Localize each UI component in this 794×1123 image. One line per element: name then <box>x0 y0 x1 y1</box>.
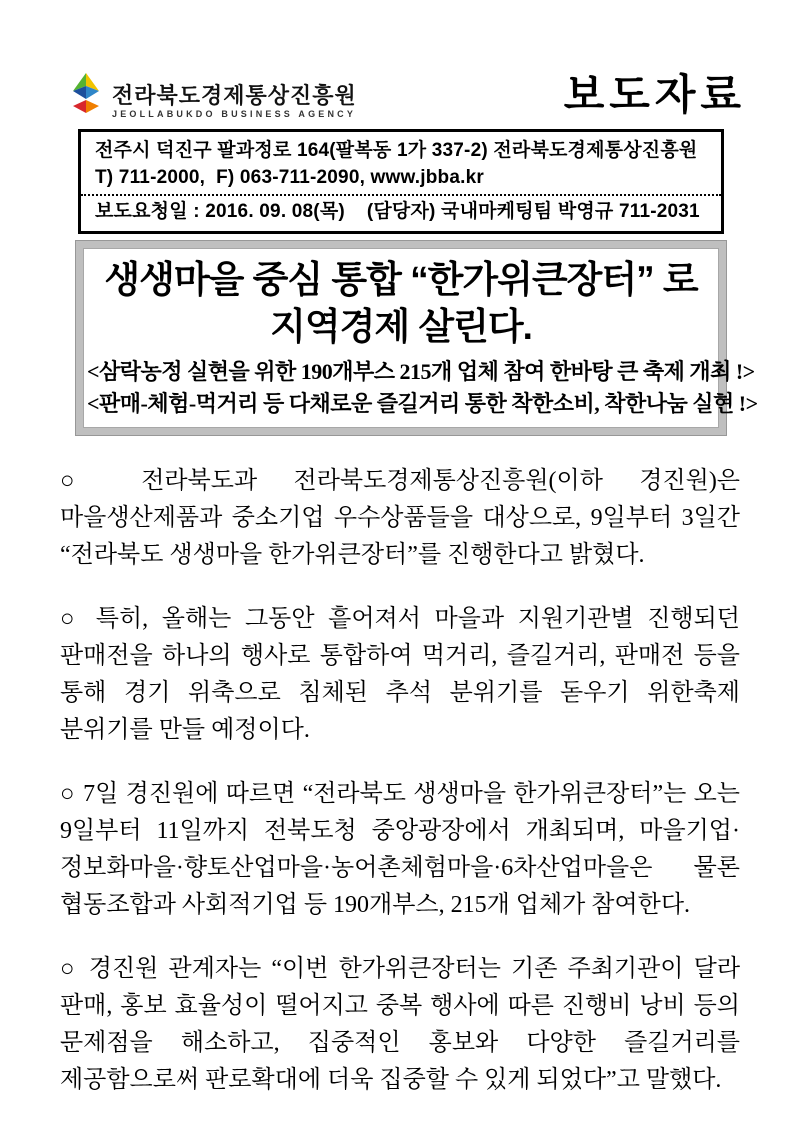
body-paragraph-1: ○ 전라북도과 전라북도경제통상진흥원(이하 경진원)은 마을생산제품과 중소기업 우수상품들을 대상으로, 9일부터 3일간 “전라북도 생생마을 한가위큰장터”를 진행한다고 밝혔다. <box>60 468 740 568</box>
agency-logo-text <box>112 72 357 121</box>
headline-box <box>76 241 758 435</box>
body-paragraph-3: ○ 7일 경진원에 따르면 “전라북도 생생마을 한가위큰장터”는 오는 9일부터 11일까지 전북도청 중앙광장에서 개최되며, 마을기업·정보화마을·향토산업마을·농어촌체험마을·6차산업마을은 물론 협동조합과 사회적기업 등 190개부스, 215개 업체가 참여한다. <box>60 781 740 918</box>
body-text <box>0 435 794 1099</box>
headline-subtitle-1: <삼락농정 실현을 위한 190개부스 215개 업체 참여 한바탕 큰 축제 개최 !> <box>87 359 755 384</box>
headline-subtitles <box>87 356 758 420</box>
headline-subtitle-2: <판매-체험-먹거리 등 다채로운 즐길거리 통한 착한소비, 착한나눔 실현 !> <box>87 391 758 416</box>
contact-info-box <box>78 129 724 234</box>
header <box>0 0 794 122</box>
headline-line-2: 지역경제 살린다. <box>270 306 532 347</box>
agency-address-line: 전주시 덕진구 팔과정로 164(팔복동 1가 337-2) 전라북도경제통상진흥원 <box>95 140 698 161</box>
agency-phone-line: T) 711-2000, F) 063-711-2090, www.jbba.kr <box>95 167 484 188</box>
dotted-divider <box>81 194 721 196</box>
press-request-line: 보도요청일 : 2016. 09. 08(목) (담당자) 국내마케팅팀 박영규 711-2031 <box>95 201 700 222</box>
agency-logo <box>68 72 357 122</box>
document-type-title: 보도자료 <box>563 71 746 118</box>
agency-name-english: JEOLLABUKDO BUSINESS AGENCY <box>112 109 357 119</box>
agency-logo-mark-icon <box>68 72 104 122</box>
headline-line-1: 생생마을 중심 통합 “한가위큰장터” 로 <box>104 259 698 300</box>
body-paragraph-2: ○ 특히, 올해는 그동안 흩어져서 마을과 지원기관별 진행되던 판매전을 하나의 행사로 통합하여 먹거리, 즐길거리, 판매전 등을 통해 경기 위축으로 침체된 추석 분위기를 돋우기 위한축제 분위기를 만들 예정이다. <box>60 606 740 743</box>
agency-name-korean: 전라북도경제통상진흥원 <box>112 83 357 108</box>
body-paragraph-4: ○ 경진원 관계자는 “이번 한가위큰장터는 기존 주최기관이 달라 판매, 홍보 효율성이 떨어지고 중복 행사에 따른 진행비 낭비 등의 문제점을 해소하고, 집중적인 홍보와 다양한 즐길거리를 제공함으로써 판로확대에 더욱 집중할 수 있게 되었다”고 말했다. <box>60 956 740 1093</box>
